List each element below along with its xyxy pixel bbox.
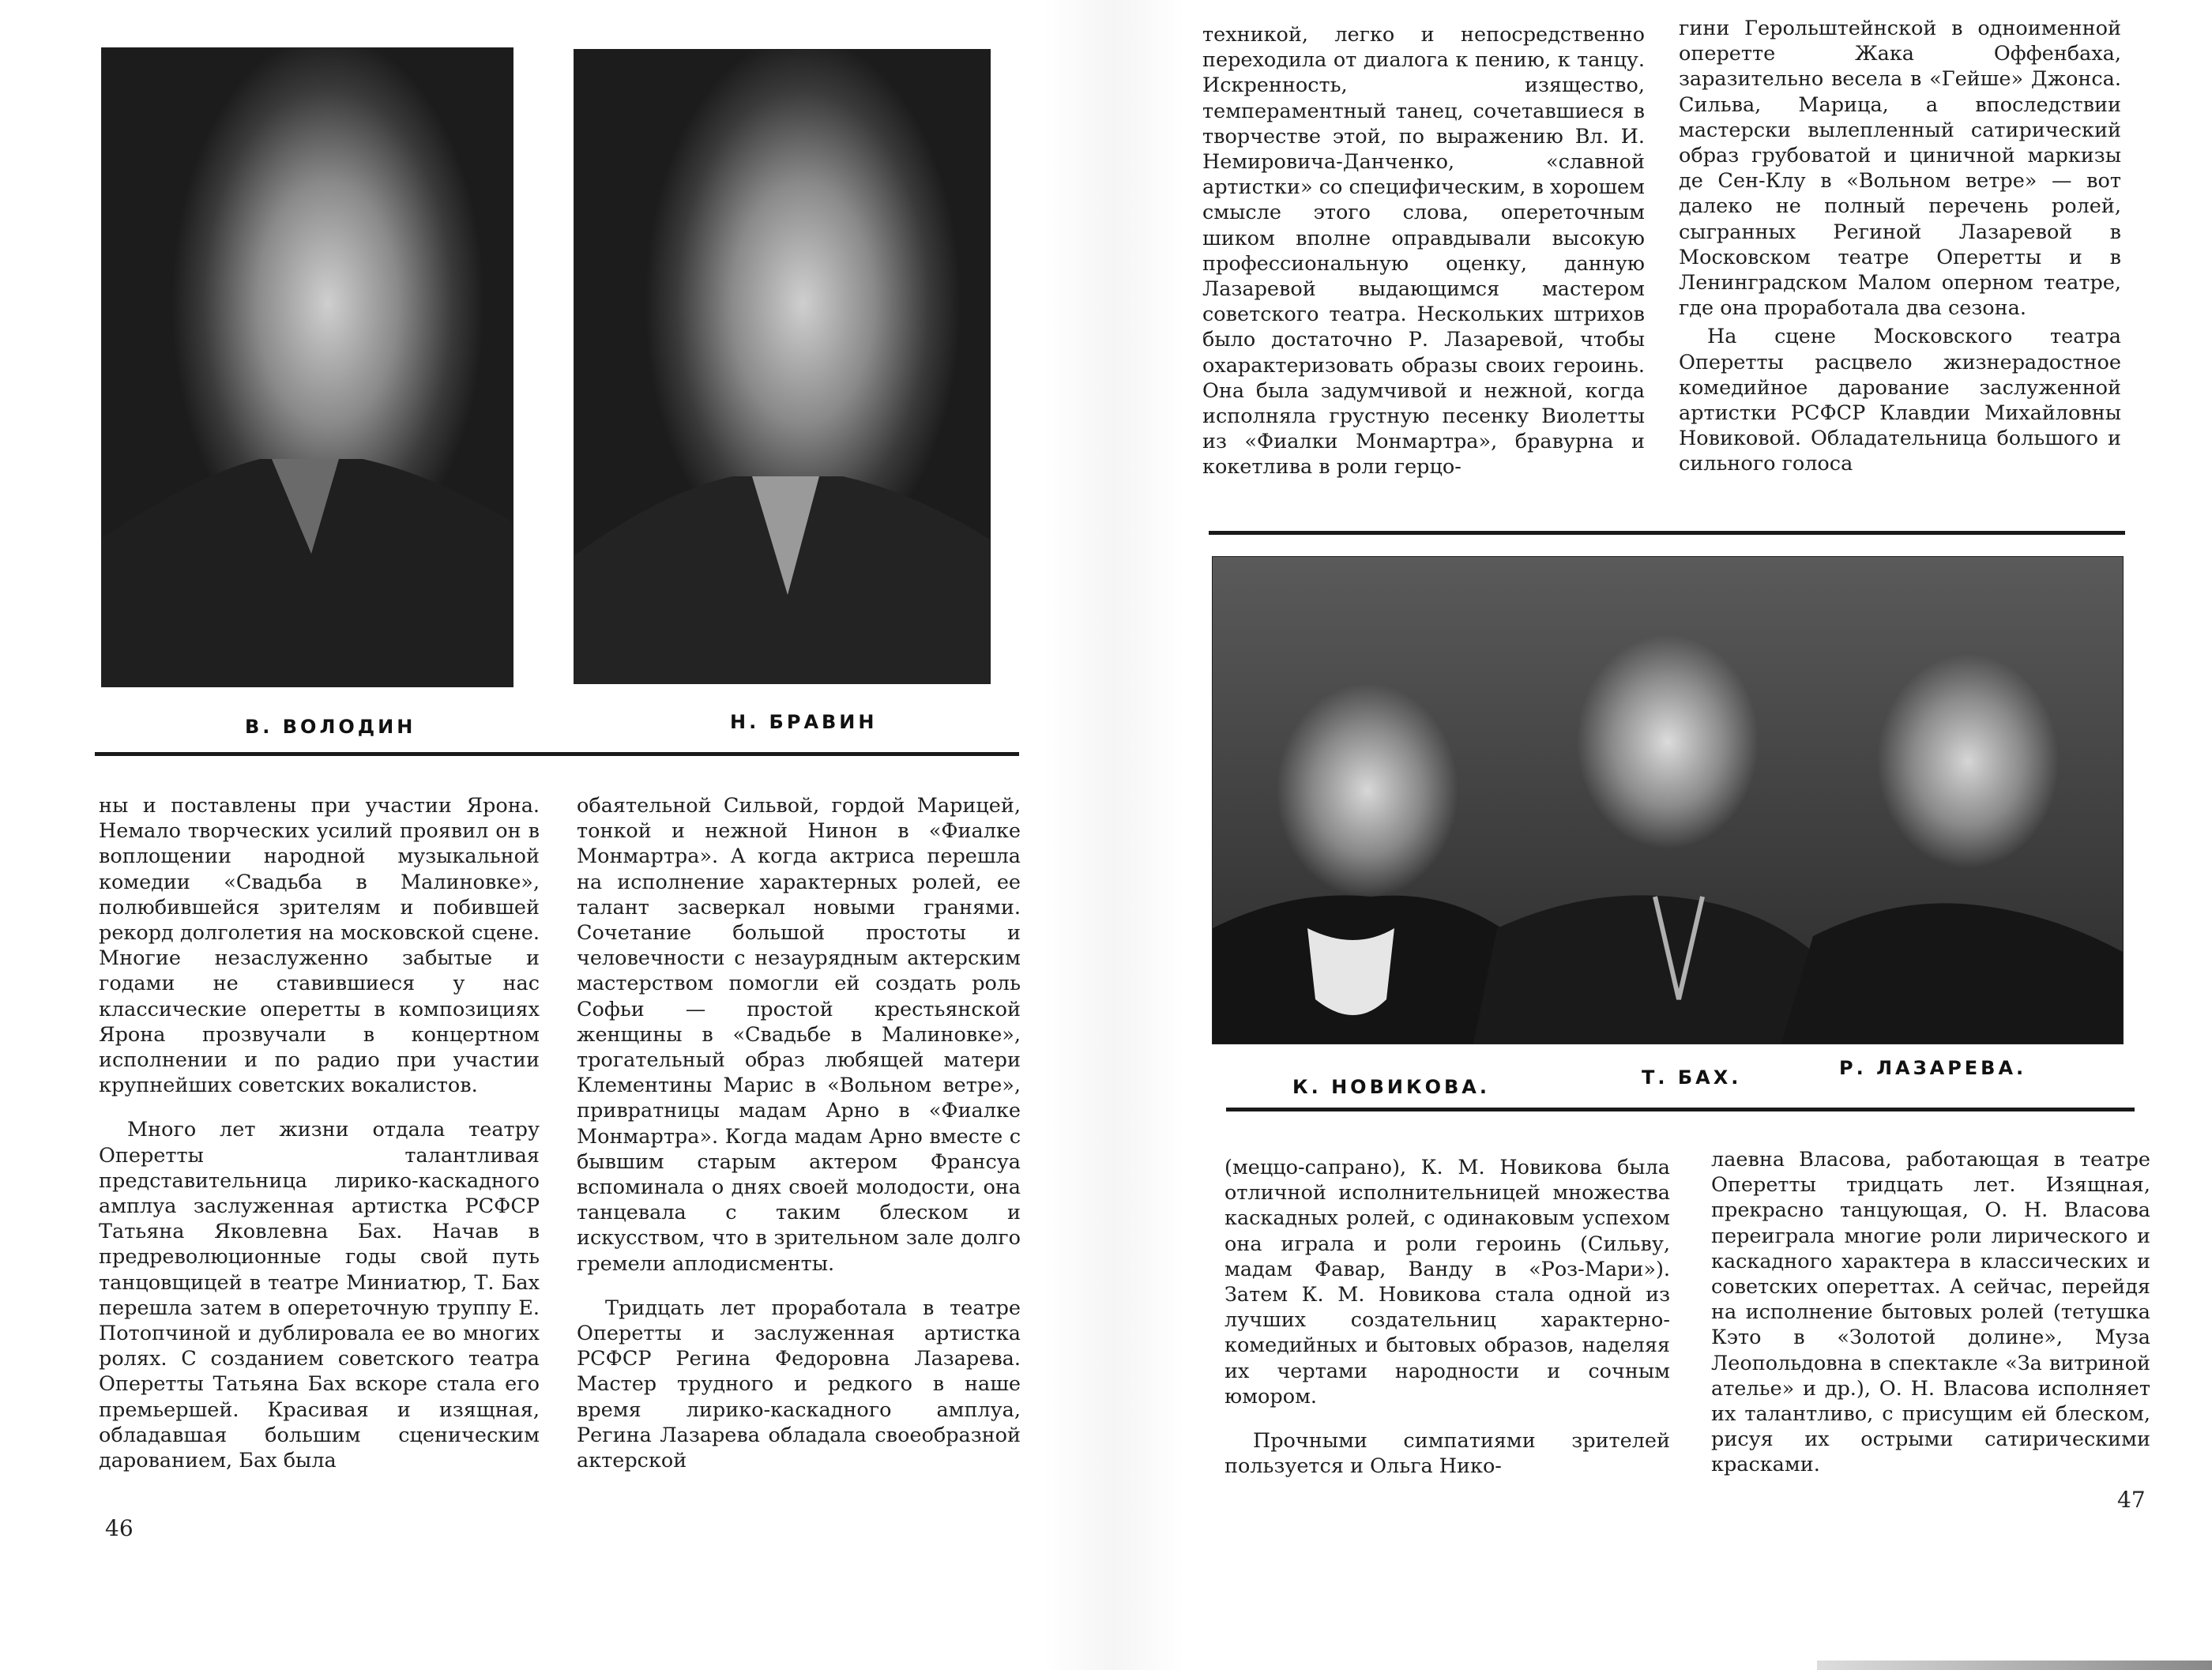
page-number-right: 47 bbox=[2117, 1487, 2146, 1513]
photo-volodin bbox=[101, 47, 514, 687]
photo-bravin bbox=[574, 49, 991, 684]
photo-group-actresses bbox=[1212, 556, 2124, 1044]
caption-bravin: Н. БРАВИН bbox=[730, 711, 878, 733]
caption-bakh: Т. БАХ. bbox=[1642, 1066, 1742, 1089]
caption-lazareva: Р. ЛАЗАРЕВА. bbox=[1839, 1057, 2027, 1079]
divider-right-top bbox=[1209, 531, 2125, 535]
paragraph: техникой, легко и непосредственно переходила от диалога к пению, к танцу. Искренность, изящество, темпераментный танец, сочетавшиеся в творчестве этой, по выражению Вл. И. Немировича-Данченко, «славной артистки» со специфическим, в хорошем смысле этого слова, опереточным шиком вполне оправдывали высокую профессиональную оценку, данную Лазаревой выдающимся мастером советского театра. Нескольких штрихов было достаточно Р. Лазаревой, чтобы охарактеризовать образы своих героинь. Она была задумчивой и нежной, когда исполняла грустную песенку Виолетты из «Фиалки Монмартра», бравурна и кокетлива в роли герцо- bbox=[1202, 23, 1645, 480]
paragraph: Много лет жизни отдала театру Оперетты талантливая представительница лирико-каскадного амплуа заслуженная артистка РСФСР Татьяна Яковлевна Бах. Начав в предреволюционные годы свой путь танцовщицей в театре Миниатюр, Т. Бах перешла затем в опереточную труппу Е. Потопчиной и дублировала ее во многих ролях. С созданием советского театра Оперетты Татьяна Бах вскоре стала его премьершей. Красивая и изящная, обладавшая большим сценическим дарованием, Бах была bbox=[99, 1118, 540, 1473]
text-column-left-2 bbox=[577, 793, 1021, 1473]
page-number-left: 46 bbox=[105, 1515, 134, 1541]
paragraph: На сцене Московского театра Оперетты расцвело жизнерадостное комедийное дарование заслуженной артистки РСФСР Клавдии Михайловны Новиковой. Обладательница большого и сильного голоса bbox=[1679, 325, 2121, 476]
text-column-right-bottom-2 bbox=[1711, 1147, 2150, 1478]
paragraph: ны и поставлены при участии Ярона. Немало творческих усилий проявил он в воплощении народной музыкальной комедии «Свадьба в Малиновке», полюбившейся зрителям и побившей рекорд долголетия на московской сцене. Многие незаслуженно забытые и годами не ставившиеся у нас классические оперетты в композициях Ярона прозвучали в концертном исполнении и по радио при участии крупнейших советских вокалистов. bbox=[99, 794, 540, 1098]
text-column-left-1 bbox=[99, 793, 540, 1473]
caption-novikova: К. НОВИКОВА. bbox=[1292, 1076, 1490, 1098]
page-gutter bbox=[1043, 0, 1185, 1670]
paragraph: обаятельной Сильвой, гордой Марицей, тонкой и нежной Нинон в «Фиалке Монмартра». А когда актриса перешла на исполнение характерных ролей, ее талант засверкал новыми гранями. Сочетание большой простоты и человечности с незаурядным актерским мастерством помогли ей создать роль Софьи — простой крестьянской женщины в «Свадьбе в Малиновке», трогательный образ любящей матери Клементины Марис в «Вольном ветре», привратницы мадам Арно в «Фиалке Монмартра». Когда мадам Арно вместе с бывшим старым актером Франсуа вспоминала о днях своей молодости, она танцевала с таким блеском и искусством, что в зрительном зале долго гремели аплодисменты. bbox=[577, 794, 1021, 1276]
divider-right-bottom bbox=[1226, 1108, 2135, 1111]
paragraph: Тридцать лет проработала в театре Оперетты и заслуженная артистка РСФСР Регина Федоровна Лазарева. Мастер трудного и редкого в наше время лирико-каскадного амплуа, Регина Лазарева обладала своеобразной актерской bbox=[577, 1296, 1021, 1473]
text-column-right-top-1 bbox=[1202, 22, 1645, 480]
text-column-right-top-2 bbox=[1679, 16, 2121, 477]
caption-volodin: В. ВОЛОДИН bbox=[245, 716, 416, 738]
paragraph: гини Герольштейнской в одноименной оперетте Жака Оффенбаха, заразительно весела в «Гейше» Джонса. Сильва, Марица, а впоследствии мастерски вылепленный сатирический образ грубоватой и циничной маркизы де Сен-Клу в «Вольном ветре» — вот далеко не полный перечень ролей, сыгранных Региной Лазаревой в Московском театре Оперетты и в Ленинградском Малом оперном театре, где она проработала два сезона. bbox=[1679, 17, 2121, 321]
paragraph: лаевна Власова, работающая в театре Оперетты тридцать лет. Изящная, прекрасно танцующая, О. Н. Власова переиграла многие роли лирического и каскадного характера в классических и советских опереттах. А сейчас, перейдя на исполнение бытовых ролей (тетушка Кэто в «Золотой долине», Муза Леопольдовна в спектакле «За витриной ателье» и др.), О. Н. Власова исполняет их талантливо, с присущим ей блеском, рисуя их острыми сатирическими красками. bbox=[1711, 1148, 2150, 1477]
scan-edge bbox=[1817, 1661, 2212, 1670]
text-column-right-bottom-1 bbox=[1224, 1155, 1670, 1479]
divider-left-page bbox=[95, 752, 1019, 756]
paragraph: Прочными симпатиями зрителей пользуется и Ольга Нико- bbox=[1224, 1429, 1670, 1479]
portrait-silhouette-icon bbox=[574, 50, 990, 683]
group-silhouette-icon bbox=[1213, 557, 2123, 1044]
portrait-silhouette-icon bbox=[102, 48, 513, 686]
paragraph: (меццо-сапрано), К. М. Новикова была отличной исполнительницей множества каскадных ролей, с одинаковым успехом она играла и роли героинь (Сильву, мадам Фавар, Ванду в «Роз-Мари»). Затем К. М. Новикова стала одной из лучших создательниц характерно-комедийных и бытовых образов, наделяя их чертами народности и сочным юмором. bbox=[1224, 1156, 1670, 1409]
